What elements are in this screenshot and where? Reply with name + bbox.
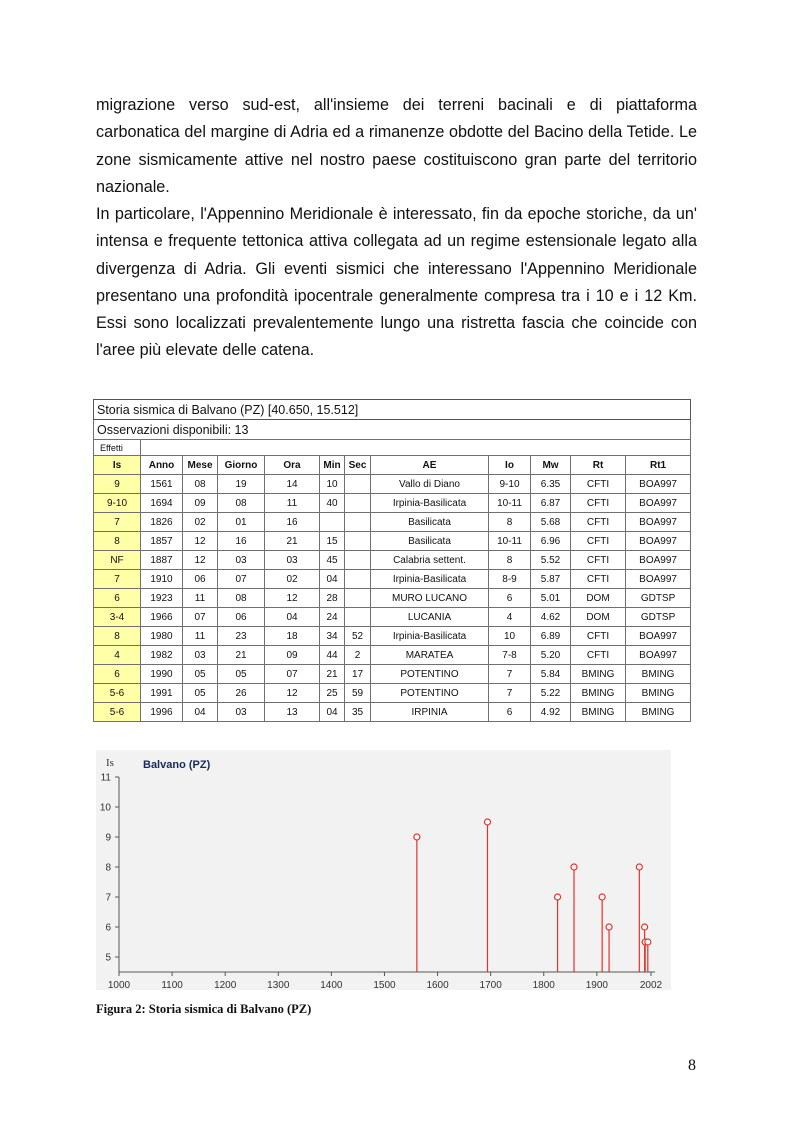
table-cell: BMING xyxy=(626,703,691,722)
table-cell: 1561 xyxy=(141,475,183,494)
table-cell: 1991 xyxy=(141,684,183,703)
table-cell: CFTI xyxy=(571,570,626,589)
table-cell: 4.92 xyxy=(531,703,571,722)
table-cell: 8 xyxy=(489,551,531,570)
table-row xyxy=(94,684,691,703)
figure-caption: Figura 2: Storia sismica di Balvano (PZ) xyxy=(96,1002,312,1016)
y-tick-label: 8 xyxy=(105,862,111,874)
table-cell: Irpinia-Basilicata xyxy=(371,494,489,513)
table-cell: 23 xyxy=(218,627,265,646)
table-row xyxy=(94,646,691,665)
chart-background xyxy=(96,750,671,990)
table-cell: Irpinia-Basilicata xyxy=(371,627,489,646)
x-tick-label: 1100 xyxy=(161,980,183,990)
table-cell: BOA997 xyxy=(626,551,691,570)
table-cell: 1980 xyxy=(141,627,183,646)
data-point xyxy=(571,864,577,870)
table-cell: BOA997 xyxy=(626,494,691,513)
table-cell: 35 xyxy=(345,703,371,722)
x-tick-label: 1000 xyxy=(107,980,131,990)
table-cell: 11 xyxy=(265,494,320,513)
chart-ylabel: Is xyxy=(106,757,114,769)
chart-title: Balvano (PZ) xyxy=(143,759,211,771)
seismic-history-table-wrap xyxy=(93,399,690,722)
table-cell: 1990 xyxy=(141,665,183,684)
table-cell: 4 xyxy=(489,608,531,627)
table-header-cell: Mese xyxy=(183,456,218,475)
data-point xyxy=(606,924,612,930)
table-cell: BMING xyxy=(626,665,691,684)
table-cell: 07 xyxy=(218,570,265,589)
table-cell: 11 xyxy=(183,627,218,646)
table-cell: 16 xyxy=(218,532,265,551)
x-tick-label: 1400 xyxy=(320,980,343,990)
table-cell: 7 xyxy=(489,684,531,703)
table-cell: CFTI xyxy=(571,513,626,532)
table-header-row xyxy=(94,456,691,475)
x-tick-label: 1500 xyxy=(373,980,396,990)
table-cell: 8 xyxy=(94,532,141,551)
table-cell: POTENTINO xyxy=(371,665,489,684)
table-cell: 40 xyxy=(320,494,345,513)
table-row xyxy=(94,513,691,532)
table-cell: 5-6 xyxy=(94,703,141,722)
table-cell: BOA997 xyxy=(626,627,691,646)
x-tick-label: 1700 xyxy=(479,980,502,990)
table-cell: 6.35 xyxy=(531,475,571,494)
table-cell: 21 xyxy=(218,646,265,665)
table-cell xyxy=(345,513,371,532)
table-cell: DOM xyxy=(571,589,626,608)
table-cell: 08 xyxy=(218,494,265,513)
table-cell: 8 xyxy=(489,513,531,532)
x-tick-label: 1200 xyxy=(214,980,237,990)
table-header-cell: Sec xyxy=(345,456,371,475)
table-cell: BOA997 xyxy=(626,475,691,494)
table-row xyxy=(94,494,691,513)
table-cell: BMING xyxy=(571,665,626,684)
table-cell: 6.87 xyxy=(531,494,571,513)
table-cell: 1923 xyxy=(141,589,183,608)
data-point xyxy=(555,894,561,900)
table-cell: GDTSP xyxy=(626,608,691,627)
table-header-cell: Mw xyxy=(531,456,571,475)
table-cell: 03 xyxy=(265,551,320,570)
table-cell: 4 xyxy=(94,646,141,665)
table-cell: 9 xyxy=(94,475,141,494)
table-cell: 07 xyxy=(265,665,320,684)
table-header-cell: Is xyxy=(94,456,141,475)
data-point xyxy=(599,894,605,900)
table-cell: 15 xyxy=(320,532,345,551)
paragraph-1: migrazione verso sud-est, all'insieme dei terreni bacinali e di piattaforma carbonatica del margine di Adria ed a rimanenze obdotte del Bacino della Tetide. Le zone sismicamente attive nel nostro paese costituiscono gran parte del territorio nazionale. xyxy=(96,96,697,196)
table-cell: 6.89 xyxy=(531,627,571,646)
table-cell: BMING xyxy=(626,684,691,703)
table-cell: CFTI xyxy=(571,532,626,551)
table-cell: BOA997 xyxy=(626,570,691,589)
table-cell: CFTI xyxy=(571,627,626,646)
table-cell: 28 xyxy=(320,589,345,608)
table-cell: 5.01 xyxy=(531,589,571,608)
table-cell: 9-10 xyxy=(489,475,531,494)
paragraph-2: In particolare, l'Appennino Meridionale è interessato, fin da epoche storiche, da un' intensa e frequente tettonica attiva collegata ad un regime estensionale legato alla divergenza di Adria. Gli eventi sismici che interessano l'Appennino Meridionale presentano una profondità ipocentrale generalmente compresa tra i 10 e i 12 Km. Essi sono localizzati prevalentemente lungo una ristretta fascia che coincide con l'aree più elevate delle catena. xyxy=(96,205,697,360)
data-point xyxy=(484,819,490,825)
table-cell: 10 xyxy=(489,627,531,646)
table-cell: NF xyxy=(94,551,141,570)
table-cell: 1982 xyxy=(141,646,183,665)
table-cell: 04 xyxy=(320,570,345,589)
seismic-history-chart xyxy=(96,750,671,990)
table-cell xyxy=(345,475,371,494)
table-cell: 8-9 xyxy=(489,570,531,589)
x-tick-label: 1800 xyxy=(532,980,555,990)
x-tick-label: 2002 xyxy=(639,980,663,990)
table-cell: DOM xyxy=(571,608,626,627)
table-header-cell: AE xyxy=(371,456,489,475)
table-cell: BMING xyxy=(571,703,626,722)
table-cell: 7-8 xyxy=(489,646,531,665)
table-cell: Calabria settent. xyxy=(371,551,489,570)
table-cell: 17 xyxy=(345,665,371,684)
chart-svg xyxy=(96,750,671,990)
seismic-history-table xyxy=(93,399,691,722)
table-title: Storia sismica di Balvano (PZ) [40.650, 15.512] xyxy=(94,400,691,420)
page-number: 8 xyxy=(688,1057,696,1074)
table-cell: 09 xyxy=(265,646,320,665)
table-row xyxy=(94,570,691,589)
table-observations: Osservazioni disponibili: 13 xyxy=(94,420,691,440)
table-cell: 1966 xyxy=(141,608,183,627)
table-cell: 6 xyxy=(489,589,531,608)
y-tick-label: 6 xyxy=(105,922,111,934)
table-cell: MURO LUCANO xyxy=(371,589,489,608)
table-cell: 14 xyxy=(265,475,320,494)
table-cell: 1996 xyxy=(141,703,183,722)
table-cell: 6 xyxy=(489,703,531,722)
table-cell: BOA997 xyxy=(626,513,691,532)
table-cell: 03 xyxy=(183,646,218,665)
table-cell: 5.87 xyxy=(531,570,571,589)
table-cell: CFTI xyxy=(571,494,626,513)
table-cell: 6.96 xyxy=(531,532,571,551)
table-cell: 45 xyxy=(320,551,345,570)
table-cell: Basilicata xyxy=(371,513,489,532)
table-header-cell: Io xyxy=(489,456,531,475)
table-cell: 05 xyxy=(183,665,218,684)
table-cell xyxy=(320,513,345,532)
table-cell: 7 xyxy=(94,513,141,532)
table-cell xyxy=(345,608,371,627)
x-tick-label: 1900 xyxy=(585,980,608,990)
table-cell: 7 xyxy=(94,570,141,589)
table-cell: 19 xyxy=(218,475,265,494)
y-tick-label: 10 xyxy=(99,802,111,814)
table-cell xyxy=(345,494,371,513)
table-cell: 12 xyxy=(183,532,218,551)
data-point xyxy=(414,834,420,840)
table-cell: CFTI xyxy=(571,551,626,570)
table-cell: 5-6 xyxy=(94,684,141,703)
table-cell: Irpinia-Basilicata xyxy=(371,570,489,589)
table-row xyxy=(94,475,691,494)
table-cell: 52 xyxy=(345,627,371,646)
table-cell: 10-11 xyxy=(489,494,531,513)
y-tick-label: 11 xyxy=(100,772,111,784)
table-cell: 02 xyxy=(265,570,320,589)
table-cell: 1826 xyxy=(141,513,183,532)
table-cell xyxy=(345,570,371,589)
table-cell: 6 xyxy=(94,665,141,684)
table-cell: 03 xyxy=(218,551,265,570)
table-cell: 12 xyxy=(265,589,320,608)
table-row xyxy=(94,608,691,627)
table-row xyxy=(94,551,691,570)
table-cell: 8 xyxy=(94,627,141,646)
table-header-cell: Anno xyxy=(141,456,183,475)
table-cell xyxy=(345,589,371,608)
table-cell: 08 xyxy=(218,589,265,608)
table-cell: 21 xyxy=(265,532,320,551)
table-cell: 1887 xyxy=(141,551,183,570)
table-cell: 4.62 xyxy=(531,608,571,627)
table-cell: 5.52 xyxy=(531,551,571,570)
table-header-cell: Ora xyxy=(265,456,320,475)
table-header-cell: Rt xyxy=(571,456,626,475)
table-cell: LUCANIA xyxy=(371,608,489,627)
table-cell: IRPINIA xyxy=(371,703,489,722)
y-tick-label: 7 xyxy=(105,892,111,904)
data-point xyxy=(636,864,642,870)
data-point xyxy=(645,939,651,945)
table-cell: BOA997 xyxy=(626,646,691,665)
table-cell: 5.22 xyxy=(531,684,571,703)
table-cell: 09 xyxy=(183,494,218,513)
table-row xyxy=(94,703,691,722)
table-cell: 3-4 xyxy=(94,608,141,627)
table-cell: 04 xyxy=(183,703,218,722)
table-cell: MARATEA xyxy=(371,646,489,665)
table-row xyxy=(94,627,691,646)
table-cell: 9-10 xyxy=(94,494,141,513)
table-cell: 1910 xyxy=(141,570,183,589)
table-cell: 18 xyxy=(265,627,320,646)
table-cell: 05 xyxy=(183,684,218,703)
table-cell: 5.20 xyxy=(531,646,571,665)
table-cell: 06 xyxy=(218,608,265,627)
table-cell: 10 xyxy=(320,475,345,494)
table-cell: 12 xyxy=(183,551,218,570)
table-cell: 5.68 xyxy=(531,513,571,532)
table-row xyxy=(94,589,691,608)
table-cell: 34 xyxy=(320,627,345,646)
table-cell: 11 xyxy=(183,589,218,608)
table-cell: GDTSP xyxy=(626,589,691,608)
table-cell: 16 xyxy=(265,513,320,532)
table-cell: 7 xyxy=(489,665,531,684)
table-cell: 6 xyxy=(94,589,141,608)
table-row xyxy=(94,532,691,551)
table-cell: Vallo di Diano xyxy=(371,475,489,494)
table-cell: BMING xyxy=(571,684,626,703)
table-cell: 13 xyxy=(265,703,320,722)
table-cell: 1694 xyxy=(141,494,183,513)
table-cell: 25 xyxy=(320,684,345,703)
table-cell: 03 xyxy=(218,703,265,722)
table-cell: 04 xyxy=(265,608,320,627)
table-cell: 05 xyxy=(218,665,265,684)
table-cell: 07 xyxy=(183,608,218,627)
effects-label: Effetti xyxy=(94,440,141,456)
table-cell: 04 xyxy=(320,703,345,722)
table-cell: 10-11 xyxy=(489,532,531,551)
table-cell: CFTI xyxy=(571,646,626,665)
y-tick-label: 5 xyxy=(105,952,111,964)
x-tick-label: 1300 xyxy=(267,980,290,990)
table-row xyxy=(94,665,691,684)
table-cell: 26 xyxy=(218,684,265,703)
table-cell: 1857 xyxy=(141,532,183,551)
x-tick-label: 1600 xyxy=(426,980,449,990)
table-cell: 5.84 xyxy=(531,665,571,684)
table-cell: 24 xyxy=(320,608,345,627)
table-cell xyxy=(345,551,371,570)
table-cell: 06 xyxy=(183,570,218,589)
table-cell: 2 xyxy=(345,646,371,665)
table-cell: 08 xyxy=(183,475,218,494)
table-cell: 44 xyxy=(320,646,345,665)
table-cell: 12 xyxy=(265,684,320,703)
table-header-cell: Min xyxy=(320,456,345,475)
table-header-cell: Giorno xyxy=(218,456,265,475)
table-cell: 21 xyxy=(320,665,345,684)
table-cell: POTENTINO xyxy=(371,684,489,703)
table-cell: Basilicata xyxy=(371,532,489,551)
table-header-cell: Rt1 xyxy=(626,456,691,475)
effects-spacer xyxy=(141,440,691,456)
table-cell: BOA997 xyxy=(626,532,691,551)
y-tick-label: 9 xyxy=(105,832,111,844)
table-cell: 01 xyxy=(218,513,265,532)
table-cell xyxy=(345,532,371,551)
data-point xyxy=(642,924,648,930)
table-cell: CFTI xyxy=(571,475,626,494)
table-cell: 02 xyxy=(183,513,218,532)
table-cell: 59 xyxy=(345,684,371,703)
